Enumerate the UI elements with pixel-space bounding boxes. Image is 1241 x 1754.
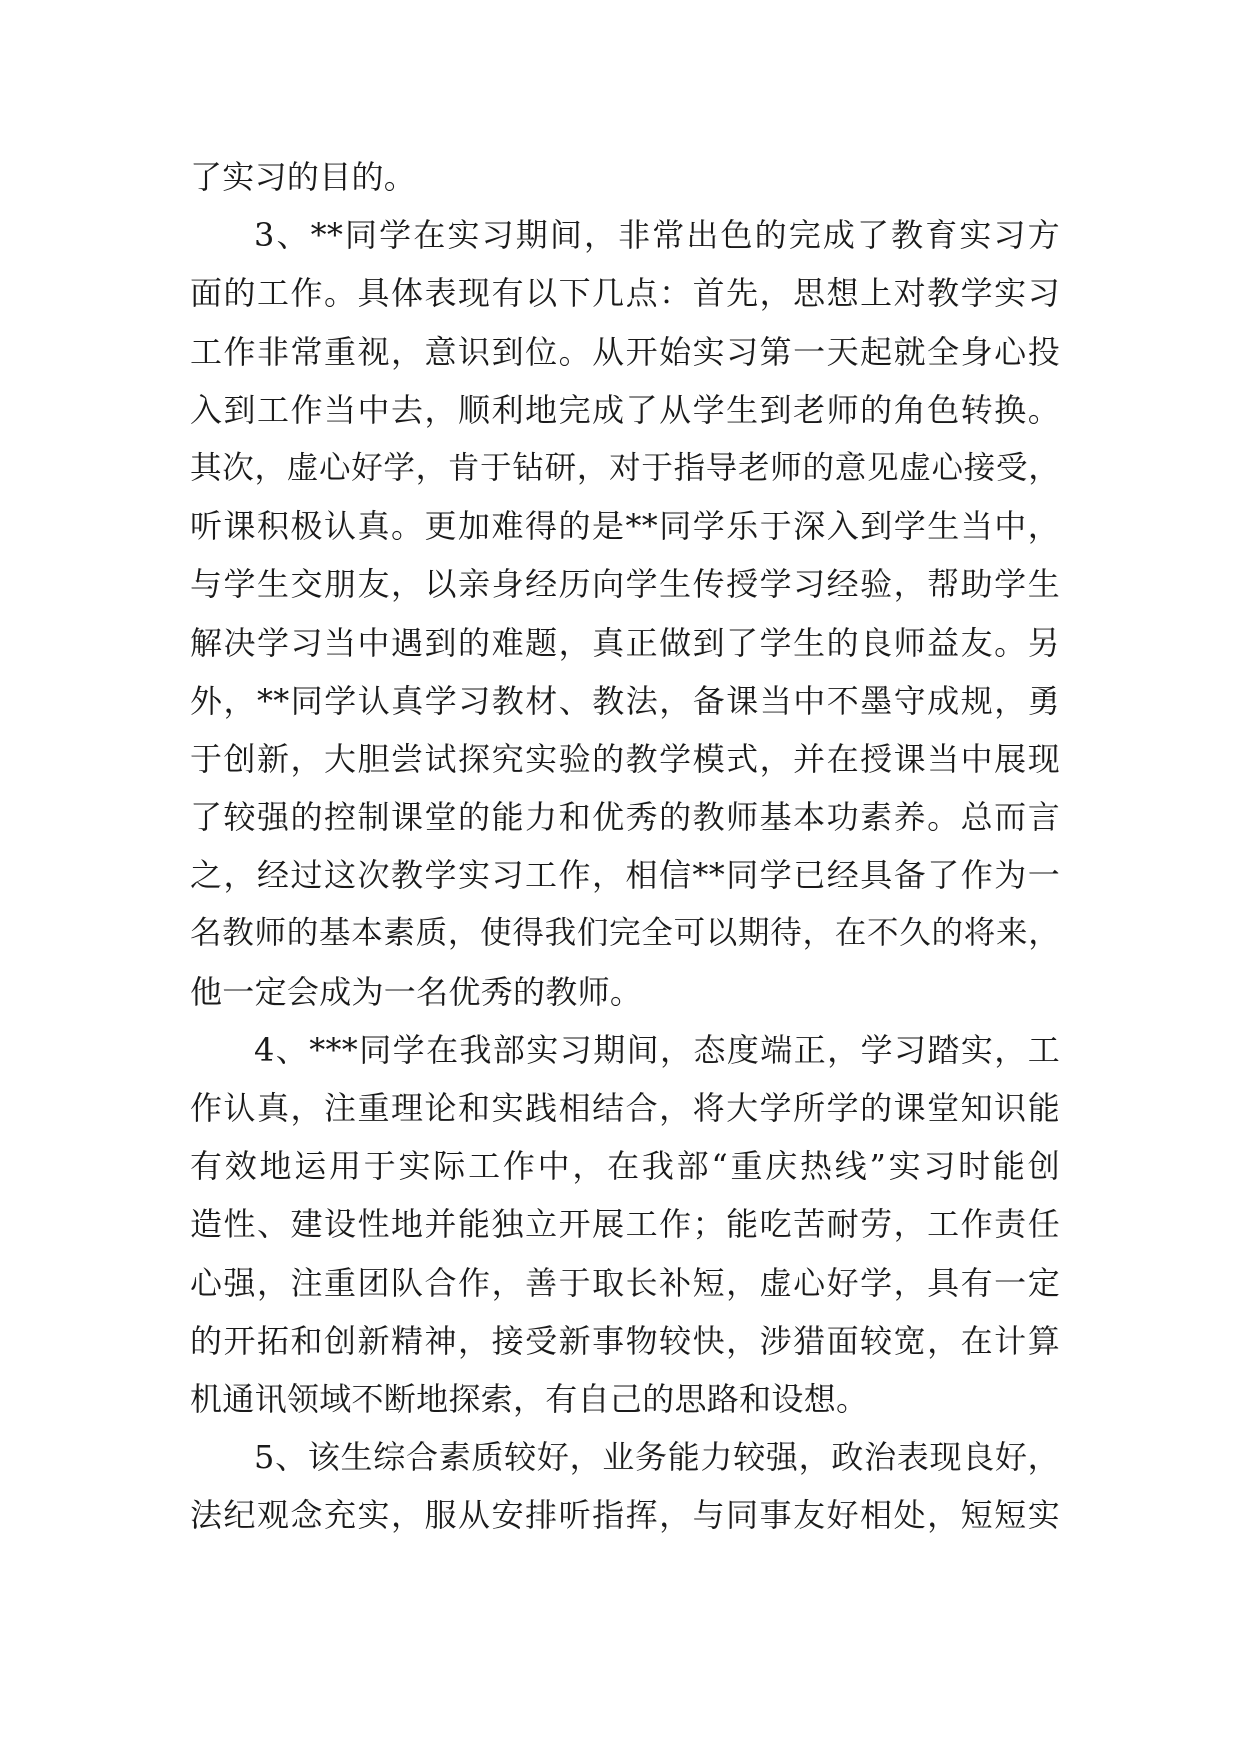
text-line: 有效地运用于实际工作中，在我部“重庆热线”实习时能创 [190,1147,1060,1186]
text-line: 机通讯领域不断地探索，有自己的思路和设想。 [190,1379,869,1418]
text-line: 其次，虚心好学，肯于钻研，对于指导老师的意见虚心接受， [190,449,1060,486]
text-line: 与学生交朋友，以亲身经历向学生传授学习经验，帮助学生 [190,565,1060,604]
text-line: 4、***同学在我部实习期间，态度端正，学习踏实，工 [254,1030,1060,1069]
text-line: 解决学习当中遇到的难题，真正做到了学生的良师益友。另 [190,623,1060,662]
text-line: 3、**同学在实习期间，非常出色的完成了教育实习方 [254,216,1060,255]
text-line: 了实习的目的。 [190,158,417,196]
text-line: 法纪观念充实，服从安排听指挥，与同事友好相处，短短实 [190,1496,1060,1535]
text-line: 入到工作当中去，顺利地完成了从学生到老师的角色转换。 [190,390,1060,429]
text-line: 造性、建设性地并能独立开展工作；能吃苦耐劳，工作责任 [190,1205,1060,1244]
document-body [190,148,1060,1545]
text-line: 5、该生综合素质较好，业务能力较强，政治表现良好， [254,1438,1060,1477]
text-line: 了较强的控制课堂的能力和优秀的教师基本功素养。总而言 [190,798,1060,837]
text-line: 心强，注重团队合作，善于取长补短，虚心好学，具有一定 [190,1263,1060,1302]
text-line: 之，经过这次教学实习工作，相信**同学已经具备了作为一 [190,856,1060,895]
text-line: 面的工作。具体表现有以下几点：首先，思想上对教学实习 [190,274,1060,313]
text-line: 作认真，注重理论和实践相结合，将大学所学的课堂知识能 [190,1089,1060,1127]
text-line: 他一定会成为一名优秀的教师。 [190,972,643,1011]
text-line: 听课积极认真。更加难得的是**同学乐于深入到学生当中， [190,507,1060,546]
text-line: 于创新，大胆尝试探究实验的教学模式，并在授课当中展现 [190,739,1060,778]
text-line: 名教师的基本素质，使得我们完全可以期待，在不久的将来， [190,915,1060,952]
text-line: 的开拓和创新精神，接受新事物较快，涉猎面较宽，在计算 [190,1321,1060,1360]
text-line: 外，**同学认真学习教材、教法，备课当中不墨守成规，勇 [190,681,1060,720]
text-line: 工作非常重视，意识到位。从开始实习第一天起就全身心投 [190,332,1060,371]
